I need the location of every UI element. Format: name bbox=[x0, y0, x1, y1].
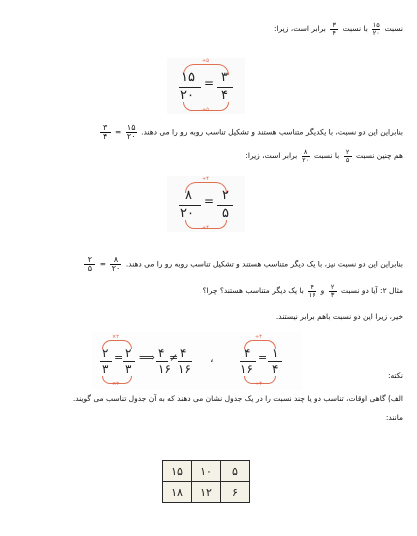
denominator: ۴ bbox=[272, 362, 279, 376]
text-segment: با نسبت bbox=[342, 24, 368, 33]
text-segment: بنابراین این دو نسبت نیز، با یک دیگر متناسب هستند و تشکیل تناسب روبه رو را می دهند. bbox=[125, 259, 403, 269]
table-cell: ۱۵ bbox=[163, 461, 192, 482]
numerator: ۲ bbox=[330, 283, 335, 291]
handwritten-comparison-image bbox=[92, 332, 302, 390]
table-cell: ۱۲ bbox=[192, 482, 221, 503]
handwritten-equation-image-2 bbox=[167, 176, 245, 232]
denominator: ۴ bbox=[103, 132, 108, 141]
fraction bbox=[110, 256, 121, 273]
equals-sign: = bbox=[258, 351, 268, 364]
divide-label-bottom: ÷۵ bbox=[202, 107, 209, 113]
table-cell: ۶ bbox=[221, 482, 250, 503]
table-row bbox=[163, 461, 250, 482]
denominator: ۱۶ bbox=[308, 290, 316, 299]
implies-arrow: ⟹ bbox=[139, 351, 155, 364]
conclusion-line-2: بنابراین این دو نسبت نیز، با یک دیگر متناسب هستند و تشکیل تناسب روبه رو را می دهند. ۸ ۲۰ = ۲ ۵ bbox=[82, 256, 403, 273]
fraction bbox=[100, 124, 111, 141]
table-cell: ۱۰ bbox=[192, 461, 221, 482]
numerator: ۱ bbox=[272, 346, 279, 360]
denominator: ۵ bbox=[345, 155, 350, 164]
equals-sign: = bbox=[204, 194, 215, 208]
numerator: ۲ bbox=[102, 346, 109, 360]
text-segment: الف) گاهی اوقات، تناسب دو یا چند نسبت را در یک جدول نشان می دهند که به آن جدول تناسب می گویند. bbox=[72, 394, 403, 403]
denominator: ۲۰ bbox=[372, 28, 380, 37]
divide-label-top: ÷۵ bbox=[202, 58, 209, 64]
divide-label-bottom: ÷۴ bbox=[202, 225, 209, 231]
equals-sign: = bbox=[114, 351, 124, 364]
example-label-line bbox=[386, 411, 403, 425]
denominator: ۱۶ bbox=[240, 362, 253, 376]
numerator: ۲ bbox=[87, 255, 93, 264]
numerator-left: ۱۵ bbox=[181, 70, 195, 85]
fraction bbox=[372, 22, 380, 36]
multiply-label-bottom: ×۲ bbox=[112, 381, 119, 387]
numerator: ۴ bbox=[180, 346, 187, 360]
numerator: ۱۵ bbox=[372, 21, 380, 29]
text-segment: هم چنین نسبت bbox=[356, 151, 403, 160]
separator: ، bbox=[210, 352, 214, 365]
fraction bbox=[344, 149, 352, 163]
denominator: ۳ bbox=[330, 290, 335, 299]
intro-ratio-line bbox=[274, 22, 403, 36]
fraction bbox=[126, 124, 137, 141]
denominator: ۴ bbox=[332, 28, 336, 37]
conclusion-line-1: بنابراین این دو نسبت، با یکدیگر متناسب هستند و تشکیل تناسب روبه رو را می دهند. ۱۵ ۲۰ = ۳ ۴ bbox=[98, 124, 403, 141]
denominator: ۳ bbox=[125, 362, 132, 376]
example-question-line bbox=[203, 284, 403, 298]
numerator: ۸ bbox=[303, 148, 308, 156]
text-segment: با یک دیگر متناسب هستند؟ چرا؟ bbox=[202, 286, 304, 295]
table-row bbox=[163, 482, 250, 503]
denominator: ۲۰ bbox=[126, 132, 136, 141]
text-segment: برابر است، زیرا: bbox=[273, 24, 326, 33]
note-body-line bbox=[73, 392, 403, 406]
numerator: ۲ bbox=[345, 148, 350, 156]
denominator: ۲۰ bbox=[302, 155, 310, 164]
text-segment: بنابراین این دو نسبت، با یکدیگر متناسب هستند و تشکیل تناسب روبه رو را می دهند. bbox=[141, 127, 403, 137]
divide-label-bottom: ÷۴ bbox=[255, 381, 262, 387]
table-cell: ۵ bbox=[221, 461, 250, 482]
denominator: ۵ bbox=[87, 264, 93, 273]
denominator: ۲۰ bbox=[111, 264, 121, 273]
text-segment: نسبت bbox=[384, 24, 403, 33]
denominator: ۱۶ bbox=[158, 362, 171, 376]
fraction bbox=[84, 256, 95, 273]
numerator: ۱۵ bbox=[126, 123, 136, 132]
denominator-left: ۲۰ bbox=[180, 88, 194, 103]
fraction bbox=[329, 284, 337, 298]
second-ratio-line bbox=[245, 149, 403, 163]
text-segment: خیر، زیرا این دو نسبت باهم برابر نیستند. bbox=[275, 312, 403, 321]
proportion-table bbox=[162, 460, 250, 503]
numerator: ۳ bbox=[103, 123, 108, 132]
fraction bbox=[308, 284, 316, 298]
multiply-label-top: ×۲ bbox=[112, 334, 119, 340]
fraction bbox=[330, 22, 338, 36]
numerator-right: ۳ bbox=[221, 70, 228, 85]
not-equal-sign: ≠ bbox=[169, 351, 179, 364]
fraction bbox=[302, 149, 310, 163]
denominator-right: ۴ bbox=[221, 88, 228, 103]
text-segment: با نسبت bbox=[314, 151, 340, 160]
denominator: ۱۶ bbox=[178, 362, 191, 376]
numerator: ۴ bbox=[158, 346, 165, 360]
text-segment: مثال ۲: آیا دو نسبت bbox=[341, 286, 403, 295]
table-cell: ۱۸ bbox=[163, 482, 192, 503]
text-segment: نکته: bbox=[387, 371, 403, 380]
text-segment: و bbox=[320, 286, 325, 295]
numerator: ۲ bbox=[125, 346, 132, 360]
divide-label-top: ÷۴ bbox=[255, 334, 262, 340]
denominator-left: ۲۰ bbox=[180, 206, 194, 221]
denominator: ۳ bbox=[102, 362, 109, 376]
numerator: ۴ bbox=[244, 346, 251, 360]
numerator-right: ۲ bbox=[222, 188, 229, 203]
equals-sign: = bbox=[204, 76, 215, 90]
note-heading bbox=[388, 369, 403, 383]
numerator: ۴ bbox=[310, 283, 314, 291]
denominator-right: ۵ bbox=[222, 206, 229, 221]
numerator-left: ۸ bbox=[185, 188, 192, 203]
numerator: ۳ bbox=[332, 21, 336, 29]
numerator: ۸ bbox=[113, 255, 119, 264]
answer-line bbox=[276, 310, 403, 324]
text-segment: برابر است، زیرا: bbox=[245, 151, 298, 160]
text-segment: مانند: bbox=[385, 413, 403, 422]
divide-label-top: ÷۴ bbox=[202, 176, 209, 182]
handwritten-equation-image-1 bbox=[167, 58, 245, 114]
